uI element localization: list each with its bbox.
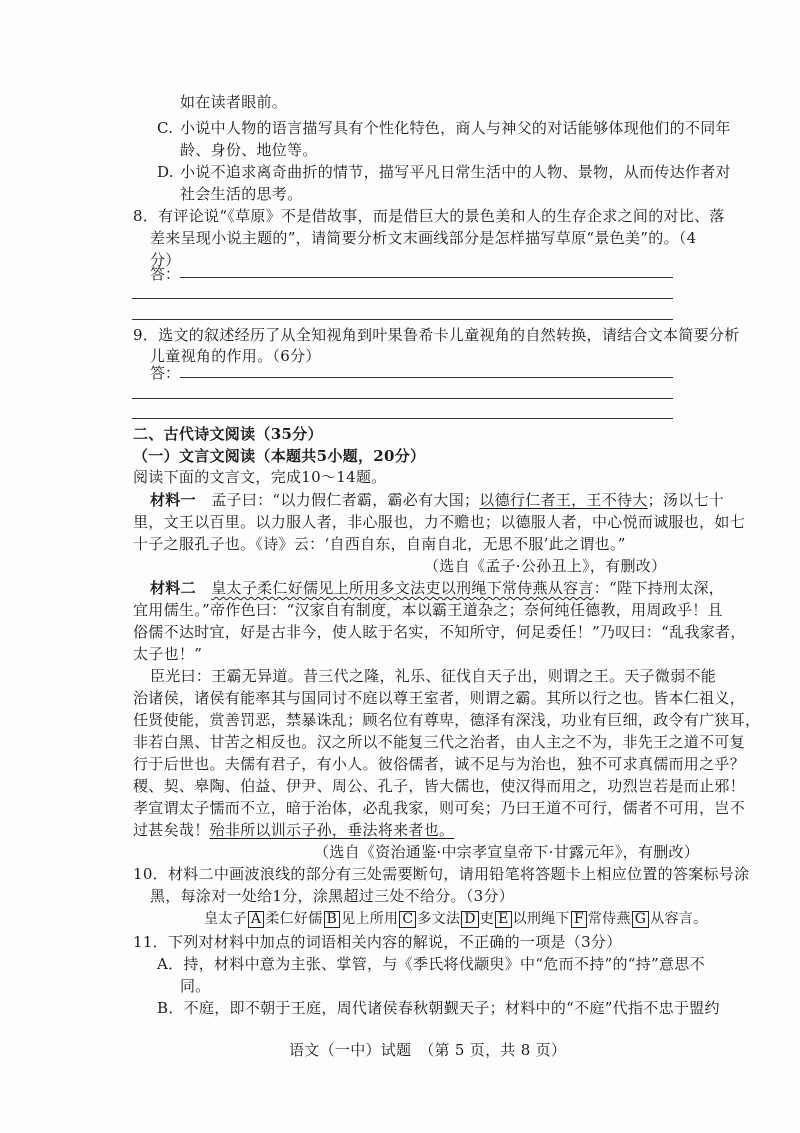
q10-line2: 黑，每涂对一处给1分，涂黑超过三处不给分。（3分） bbox=[150, 887, 515, 905]
m2-p2-l8-a: 过甚矣哉！ bbox=[133, 821, 210, 839]
m1-l1-a: 孟子曰：“以力假仁者霸，霸必有大国； bbox=[211, 491, 480, 509]
q7-c-letter: C. bbox=[157, 119, 174, 137]
m1-label: 材料一 bbox=[150, 491, 196, 509]
m1-line3: 十子之服孔子也。《诗》云：‘自西自东，自南自北，无思不服’此之谓也。” bbox=[133, 535, 626, 553]
q10-seg-4: 吏 bbox=[479, 911, 495, 927]
q9-line2: 儿童视角的作用。（6分） bbox=[150, 347, 321, 365]
q11-option-a-line1: A．持，材料中意为主张、掌管，与《季氏将伐颛臾》中“危而不持”的“持”意思不 bbox=[157, 955, 705, 973]
m2-p2-line7: 孝宣谓太子懦而不立，暗于治体，必乱我家，则可矣；乃曰王道不可行，儒者不可用，岂不 bbox=[133, 799, 746, 817]
q10-option-a[interactable]: A bbox=[248, 911, 264, 928]
q7-d-line1: 小说不追求离奇曲折的情节，描写平凡日常生活中的人物、景物，从而传达作者对 bbox=[180, 163, 731, 181]
q7-c-line1: 小说中人物的语言描写具有个性化特色，商人与神父的对话能够体现他们的不同年 bbox=[180, 119, 731, 137]
m2-p2-line6: 稷、契、皋陶、伯益、伊尹、周公、孔子，皆大儒也，使汉得而用之，功烈岂若是而止邪！ bbox=[133, 777, 746, 795]
m2-source: （选自《资治通鉴·中宗孝宣皇帝下·甘露元年》，有删改） bbox=[314, 843, 700, 861]
m2-p2-underlined: 殆非所以训示子孙，垂法将来者也。 bbox=[209, 821, 455, 839]
q10-option-g[interactable]: G bbox=[632, 911, 649, 928]
m2-line1 bbox=[150, 578, 724, 598]
q10-seg-2: 见上所用 bbox=[341, 911, 399, 927]
m1-source: （选自《孟子·公孙丑上》，有删改） bbox=[424, 557, 667, 575]
page-footer: 语文（一中）试题 （第 5 页，共 8 页） bbox=[289, 1041, 567, 1059]
m1-line1 bbox=[150, 490, 724, 510]
m2-p2-line1: 臣光曰：王霸无异道。昔三代之隆，礼乐、征伐自天子出，则谓之王。天子微弱不能 bbox=[150, 667, 717, 685]
m2-label: 材料二 bbox=[150, 579, 196, 597]
q8-answer-label: 答： bbox=[150, 265, 181, 283]
q10-line1: 10．材料二中画波浪线的部分有三处需要断句，请用铅笔将答题卡上相应位置的答案标号涂 bbox=[133, 865, 750, 883]
q11-option-a-line2: 同。 bbox=[180, 977, 211, 995]
q9-answer-line-1[interactable] bbox=[180, 377, 673, 378]
q10-option-d[interactable]: D bbox=[461, 911, 479, 928]
m2-wavy-text: 皇太子柔仁好儒见上所用多文法吏以刑绳下常侍燕从容言 bbox=[211, 579, 594, 597]
m1-l1-b: ；汤以七十 bbox=[647, 491, 725, 509]
q10-seg-5: 以刑绳下 bbox=[512, 911, 570, 927]
q8-answer-line-2[interactable] bbox=[132, 298, 673, 299]
m2-p2-line2: 治诸侯，诸侯有能率其与国同讨不庭以尊王室者，则谓之霸。其所以行之也。皆本仁祖义， bbox=[133, 689, 746, 707]
q9-answer-line-3[interactable] bbox=[132, 418, 673, 419]
m2-p2-line8 bbox=[133, 820, 454, 840]
q9-answer-label: 答： bbox=[150, 364, 181, 382]
q10-option-b[interactable]: B bbox=[324, 911, 341, 928]
q10-seg-6: 常侍燕 bbox=[587, 911, 631, 927]
q10-seg-0: 皇太子 bbox=[204, 911, 247, 927]
section2-instruction: 阅读下面的文言文，完成10～14题。 bbox=[133, 468, 387, 486]
q10-option-c[interactable]: C bbox=[399, 911, 416, 928]
q7-b-tail: 如在读者眼前。 bbox=[180, 93, 288, 111]
q8-line3: 分） bbox=[150, 251, 181, 269]
q9-line1: 9．选文的叙述经历了从全知视角到叶果鲁希卡儿童视角的自然转换，请结合文本简要分析 bbox=[133, 326, 740, 344]
q10-sentence bbox=[204, 909, 707, 929]
q10-option-f[interactable]: F bbox=[571, 911, 587, 928]
m2-line3: 俗儒不达时宜，好是古非今，使人眩于名实，不知所守，何足委任！”乃叹曰：“乱我家者， bbox=[133, 623, 746, 641]
section2-subtitle: （一）文言文阅读（本题共5小题，20分） bbox=[133, 447, 426, 465]
m2-line4: 太子也！” bbox=[133, 645, 203, 663]
m2-l1-b: ：“陛下持刑太深， bbox=[593, 579, 725, 597]
q10-option-e[interactable]: E bbox=[495, 911, 512, 928]
q10-seg-1: 柔仁好儒 bbox=[265, 911, 323, 927]
q10-seg-3: 多文法 bbox=[417, 911, 461, 927]
q8-line1: 8．有评论说“《草原》不是借故事，而是借巨大的景色美和人的生存企求之间的对比、落 bbox=[133, 207, 725, 225]
q10-seg-7: 从容言。 bbox=[650, 911, 708, 927]
q11-option-b-line1: B．不庭，即不朝于王庭，周代诸侯春秋朝觐天子；材料中的“不庭”代指不忠于盟约 bbox=[157, 999, 720, 1017]
m2-p2-line4: 非若白黑、甘苦之相反也。汉之所以不能复三代之治者，由人主之不为，非先王之道不可复 bbox=[133, 733, 746, 751]
m1-line2: 里，文王以百里。以力服人者，非心服也，力不赡也；以德服人者，中心悦而诚服也，如七 bbox=[133, 513, 746, 531]
m2-p2-line3: 任贤使能，赏善罚恶，禁暴诛乱；顾名位有尊卑，德泽有深浅，功业有巨细，政令有广狭耳， bbox=[133, 711, 761, 729]
q9-answer-line-2[interactable] bbox=[132, 398, 673, 399]
q8-answer-line-1[interactable] bbox=[180, 277, 673, 278]
m2-line2: 宜用儒生。”帝作色曰：“汉家自有制度，本以霸王道杂之；奈何纯任德教，用周政乎！且 bbox=[133, 601, 723, 619]
m1-underlined: 以德行仁者王，王不待大 bbox=[479, 491, 648, 509]
q7-d-letter: D. bbox=[157, 163, 174, 181]
q7-d-line2: 社会生活的思考。 bbox=[180, 185, 303, 203]
m2-p2-line5: 行于后世也。夫儒有君子，有小人。彼俗儒者，诚不足与为治也，独不可求真儒而用之乎？ bbox=[133, 755, 746, 773]
section2-title: 二、古代诗文阅读（35分） bbox=[133, 425, 323, 443]
q7-c-line2: 龄、身份、地位等。 bbox=[180, 141, 318, 159]
q11-line1: 11．下列对材料中加点的词语相关内容的解说，不正确的一项是（3分） bbox=[133, 933, 622, 951]
q8-answer-line-3[interactable] bbox=[132, 319, 673, 320]
q8-line2: 差来呈现小说主题的”，请简要分析文末画线部分是怎样描写草原“景色美”的。（4 bbox=[150, 229, 697, 247]
